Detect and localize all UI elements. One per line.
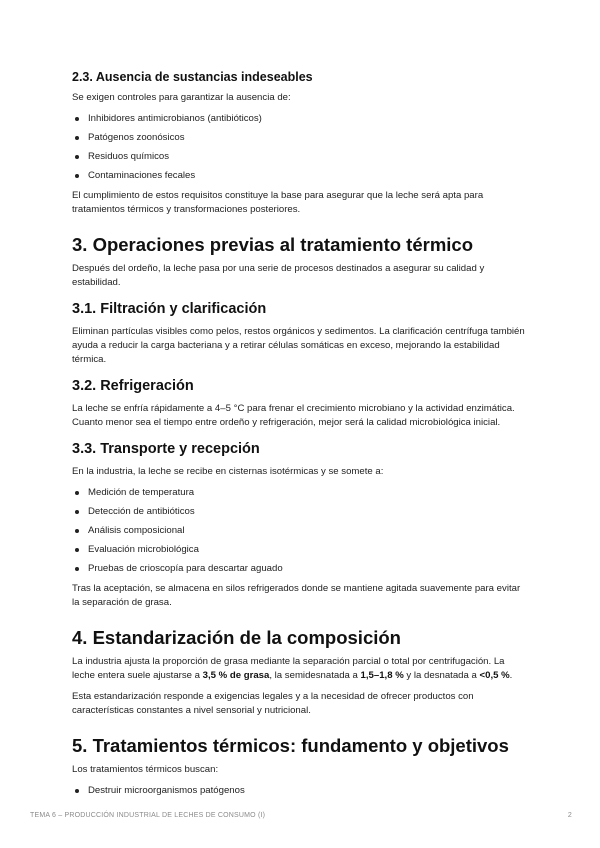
list-item: Destruir microorganismos patógenos [72, 784, 528, 798]
section-4-heading: 4. Estandarización de la composición [72, 627, 401, 648]
list-item: Inhibidores antimicrobianos (antibióticos) [72, 112, 528, 126]
section-3-heading: 3. Operaciones previas al tratamiento térmico [72, 234, 473, 255]
bullet-icon [75, 117, 79, 121]
list-item: Medición de temperatura [72, 486, 528, 500]
section-3-3-list [72, 486, 528, 576]
section-3-1-heading: 3.1. Filtración y clarificación [72, 301, 267, 317]
section-3-1-text: Eliminan partículas visibles como pelos, restos orgánicos y sedimentos. La clarificación centrífuga también ayuda a reducir la carga bacteriana y a retirar células somáticas en exceso, mejorando la estabilidad térmica. [72, 326, 525, 365]
section-3-3-intro: En la industria, la leche se recibe en cisternas isotérmicas y se somete a: [72, 466, 384, 477]
fat-whole-value: 3,5 % de grasa [202, 670, 270, 681]
section-5-list [72, 784, 528, 798]
list-item: Residuos químicos [72, 150, 528, 164]
list-item: Pruebas de crioscopía para descartar aguado [72, 562, 528, 576]
bullet-icon [75, 567, 79, 571]
list-item: Detección de antibióticos [72, 505, 528, 519]
bullet-icon [75, 174, 79, 178]
section-2-3-intro: Se exigen controles para garantizar la ausencia de: [72, 92, 291, 103]
page-number: 2 [567, 812, 572, 819]
list-item: Análisis composicional [72, 524, 528, 538]
page-footer [30, 812, 572, 819]
bullet-icon [75, 155, 79, 159]
section-3-3-outro: Tras la aceptación, se almacena en silos refrigerados donde se mantiene agitada suavemente para evitar la separación de grasa. [72, 583, 521, 608]
section-5-intro: Los tratamientos térmicos buscan: [72, 764, 219, 775]
section-3-2-heading: 3.2. Refrigeración [72, 378, 194, 394]
section-3-2-text: La leche se enfría rápidamente a 4–5 °C para frenar el crecimiento microbiano y la actividad enzimática. Cuanto menor sea el tiempo entre ordeño y refrigeración, mejor será la calidad microbiológica inicial. [72, 403, 515, 428]
footer-title: TEMA 6 – PRODUCCIÓN INDUSTRIAL DE LECHES DE CONSUMO (I) [30, 812, 266, 819]
list-item: Evaluación microbiológica [72, 543, 528, 557]
fat-skim-value: <0,5 % [479, 670, 510, 681]
bullet-icon [75, 529, 79, 533]
bullet-icon [75, 548, 79, 552]
section-4-paragraph-1: La industria ajusta la proporción de grasa mediante la separación parcial o total por centrifugación. La leche entera suele ajustarse a 3,5 % de grasa, la semidesnatada a 1,5–1,8 % y la desnatada a <0,5 %. [72, 656, 513, 681]
section-2-3-heading: 2.3. Ausencia de sustancias indeseables [72, 70, 313, 84]
bullet-icon [75, 136, 79, 140]
list-item: Contaminaciones fecales [72, 169, 528, 183]
section-4-paragraph-2: Esta estandarización responde a exigencias legales y a la necesidad de ofrecer productos con características constantes a nivel sensorial y nutricional. [72, 691, 474, 716]
fat-semi-value: 1,5–1,8 % [360, 670, 404, 681]
section-2-3-outro: El cumplimiento de estos requisitos constituye la base para asegurar que la leche será apta para tratamientos térmicos y transformaciones posteriores. [72, 190, 484, 215]
bullet-icon [75, 491, 79, 495]
list-item: Patógenos zoonósicos [72, 131, 528, 145]
section-3-3-heading: 3.3. Transporte y recepción [72, 441, 260, 457]
section-3-intro: Después del ordeño, la leche pasa por una serie de procesos destinados a asegurar su calidad y estabilidad. [72, 263, 485, 288]
section-2-3-list [72, 112, 528, 183]
bullet-icon [75, 789, 79, 793]
bullet-icon [75, 510, 79, 514]
section-5-heading: 5. Tratamientos térmicos: fundamento y objetivos [72, 735, 509, 756]
